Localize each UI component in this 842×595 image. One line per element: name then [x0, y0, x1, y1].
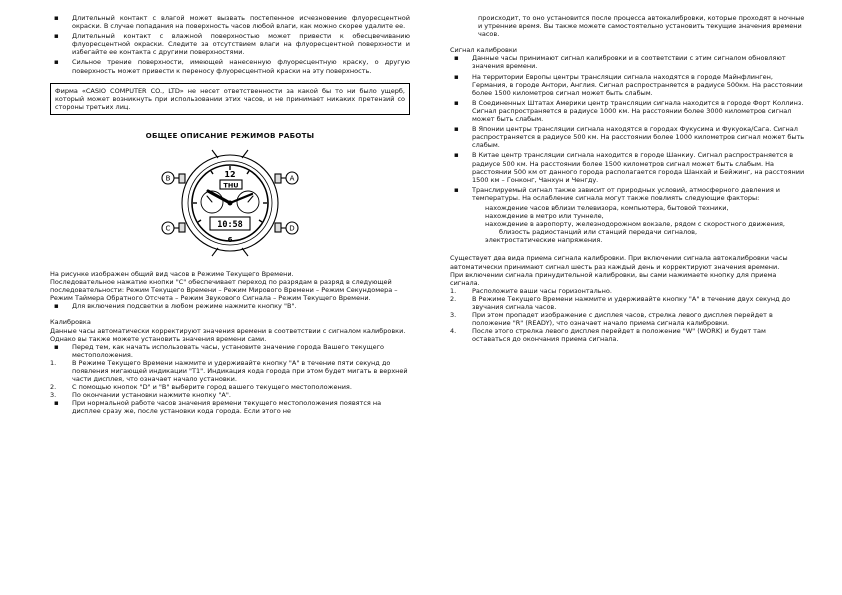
- continuation-text: происходит, то оно установится после процесса автокалибровки, которые проходят в ночные и утренние время. Вы также можете самостоятельно установить текущие значения времени часов.: [478, 14, 805, 39]
- dial-hour-6: 6: [227, 235, 233, 244]
- signal-title: Сигнал калибровки: [450, 46, 518, 55]
- list-item: [450, 287, 805, 295]
- step-number: 1.: [50, 358, 57, 367]
- figure-note: На рисунке изображен общий вид часов в Режиме Текущего Времени.: [50, 269, 294, 278]
- final-bullets: [50, 399, 410, 415]
- list-item: ▪ Перед тем, как начать использовать часы, установите значение города Вашего текущего местоположения.: [50, 343, 410, 359]
- factor-item: нахождение в метро или туннеле,: [485, 212, 604, 221]
- step-text: При этом пропадет изображение с дисплея часов, стрелка левого дисплея перейдет в положение "R" (READY), что означает начало приема сигнала калибровки.: [472, 311, 773, 328]
- backlight-bullets: [50, 302, 410, 310]
- step-text: В Режиме Текущего Времени нажмите и удерживайте кнопку "A" в течение пяти секунд до появления мигающей индикации "T1". Индикация кода города при этом будет мигать в верхней части дисплея, что означает начало установки.: [72, 358, 408, 384]
- button-d-label: D: [289, 224, 295, 233]
- setup-steps: [50, 359, 410, 399]
- list-item: ▪ Транслируемый сигнал также зависит от природных условий, атмосферного давления и температуры. На ослабление сигнала могут также повлиять следующие факторы:: [450, 186, 805, 202]
- list-item: ▪ При нормальной работе часов значения времени текущего местоположения появятся на дисплее сразу же, после установки кода города. Если этого не: [50, 399, 410, 415]
- step-number: 2.: [50, 383, 57, 392]
- right-column: [450, 14, 805, 343]
- left-column: [50, 14, 410, 416]
- disclaimer-box: [50, 83, 410, 115]
- mode-sequence: Последовательное нажатие кнопки "C" обеспечивает переход по разрядам в разряд в следующей последовательности: Режим Текущего Времени – Режим Мирового Времени – Режим Секундомера – Режим Таймера Обратного Отсчета – Режим Звукового Сигнала – Режим Текущего Времени.: [50, 278, 398, 303]
- factor-item: нахождение часов вблизи телевизора, компьютера, бытовой техники,: [485, 203, 729, 212]
- list-item: [50, 391, 410, 399]
- calibration-bullets: [50, 343, 410, 359]
- calibration-text: Данные часы автоматически корректируют значения времени в соответствии с сигналом калибровки. Однако вы также можете установить значения времени сами.: [50, 326, 406, 343]
- list-item: [50, 383, 410, 391]
- list-item: ▪ Длительный контакт с влагой может вызвать постепенное исчезновение флуоресцентной окраски. В случае попадания на поверхность часов любой влаги, как можно скорее удалите ее.: [50, 14, 410, 30]
- list-item: ▪ Сильное трение поверхности, имеющей нанесенную флуоресцентную краску, о другую поверхность может привести к переносу флуоресцентной краски на эту поверхность.: [50, 58, 410, 74]
- step-number: 3.: [50, 391, 57, 400]
- step-text: После этого стрелка левого дисплея перейдет в положение "W" (WORK) и будет там оставаться до окончания приема сигнала.: [472, 327, 766, 344]
- forced-steps: [450, 287, 805, 344]
- disclaimer-text: Фирма «CASIO COMPUTER CO., LTD» не несет ответственности за какой бы то ни было ущерб, который может возникнуть при использовании этих часов, и не принимает никаких претензий со стороны третьих лиц.: [55, 86, 405, 111]
- step-text: С помощью кнопок "D" и "B" выберите город вашего текущего местоположения.: [72, 383, 352, 392]
- watch-illustration: [160, 144, 300, 262]
- factor-item: близость радиостанций или станций передачи сигналов,: [499, 228, 698, 237]
- list-item: [450, 295, 805, 311]
- button-a-label: A: [289, 174, 295, 183]
- reception-modes-text: Существует два вида приема сигнала калибровки. При включении сигнала автокалибровки часы автоматически принимают сигнал шесть раз каждый день и корректируют значения времени.: [450, 254, 788, 271]
- signal-bullets: [450, 54, 805, 202]
- care-bullets: [50, 14, 410, 75]
- forced-calibration-text: При включении сигнала принудительной калибровки, вы сами нажимаете кнопку для приема сигнала.: [450, 270, 777, 287]
- list-item: ▪ Для включения подсветки в любом режиме нажмите кнопку "В".: [50, 302, 410, 310]
- day-window: THU: [223, 181, 239, 190]
- step-number: 2.: [450, 294, 457, 303]
- list-item: ▪ Длительный контакт с влажной поверхностью может привести к обесцвечиванию флуоресцентной окраски. Следите за отсутствием влаги на флуоресцентной поверхности и избегайте ее контакта с другими поверхностями.: [50, 32, 410, 56]
- step-text: В Режиме Текущего Времени нажмите и удерживайте кнопку "A" в течение двух секунд до звучания сигнала часов.: [472, 294, 791, 311]
- list-item: ▪ В Китае центр трансляции сигнала находится в городе Шанкиу. Сигнал распространяется в радиусе 500 км. На расстоянии более 1500 километров сигнал может быть слабым. На расстоянии 500 км от данного города располагается города Шанхай и Бейжинг, на расстоянии 1500 км – Гонконг, Чанхун и Ченгду.: [450, 151, 805, 183]
- step-number: 4.: [450, 327, 457, 336]
- list-item: ▪ На территории Европы центры трансляции сигнала находятся в городе Майнфлинген, Германия, в городе Антори, Англия. Сигнал распространяется в радиусе 500км. На расстоянии более 1500 километров сигнал может быть слабым.: [450, 73, 805, 97]
- list-item: ▪ В Соединенных Штатах Америки центр трансляции сигнала находится в городе Форт Коллинз. Сигнал распространяется в радиусе 1000 км. На расстоянии более 3000 километров сигнал может быть слабым.: [450, 99, 805, 123]
- list-item: [450, 311, 805, 327]
- factor-item: электростатические напряжения.: [485, 236, 603, 245]
- factor-item: нахождение в аэропорту, железнодорожном вокзале, рядом с скоростного движения,: [485, 220, 785, 229]
- list-item: ▪ Данные часы принимают сигнал калибровки и в соответствии с этим сигналом обновляют значения времени.: [450, 54, 805, 70]
- section-title: ОБЩЕЕ ОПИСАНИЕ РЕЖИМОВ РАБОТЫ: [145, 130, 315, 140]
- list-item: ▪ В Японии центры трансляции сигнала находятся в городах Фукусима и Фукуока/Сага. Сигнал распространяется в радиусе 500 км. На расстоянии более 1000 километров сигнал может быть слабым.: [450, 125, 805, 149]
- calibration-title: Калибровка: [50, 318, 91, 327]
- list-item: [450, 327, 805, 343]
- dial-hour-12: 12: [224, 169, 236, 179]
- step-text: Расположите ваши часы горизонтально.: [472, 286, 612, 295]
- list-item: [50, 359, 410, 383]
- step-number: 3.: [450, 311, 457, 320]
- factor-list: [450, 204, 805, 244]
- button-c-label: C: [165, 224, 171, 233]
- step-number: 1.: [450, 286, 457, 295]
- digital-display: 10:58: [217, 219, 243, 230]
- button-b-label: B: [165, 174, 171, 183]
- step-text: По окончании установки нажмите кнопку "A".: [72, 391, 231, 400]
